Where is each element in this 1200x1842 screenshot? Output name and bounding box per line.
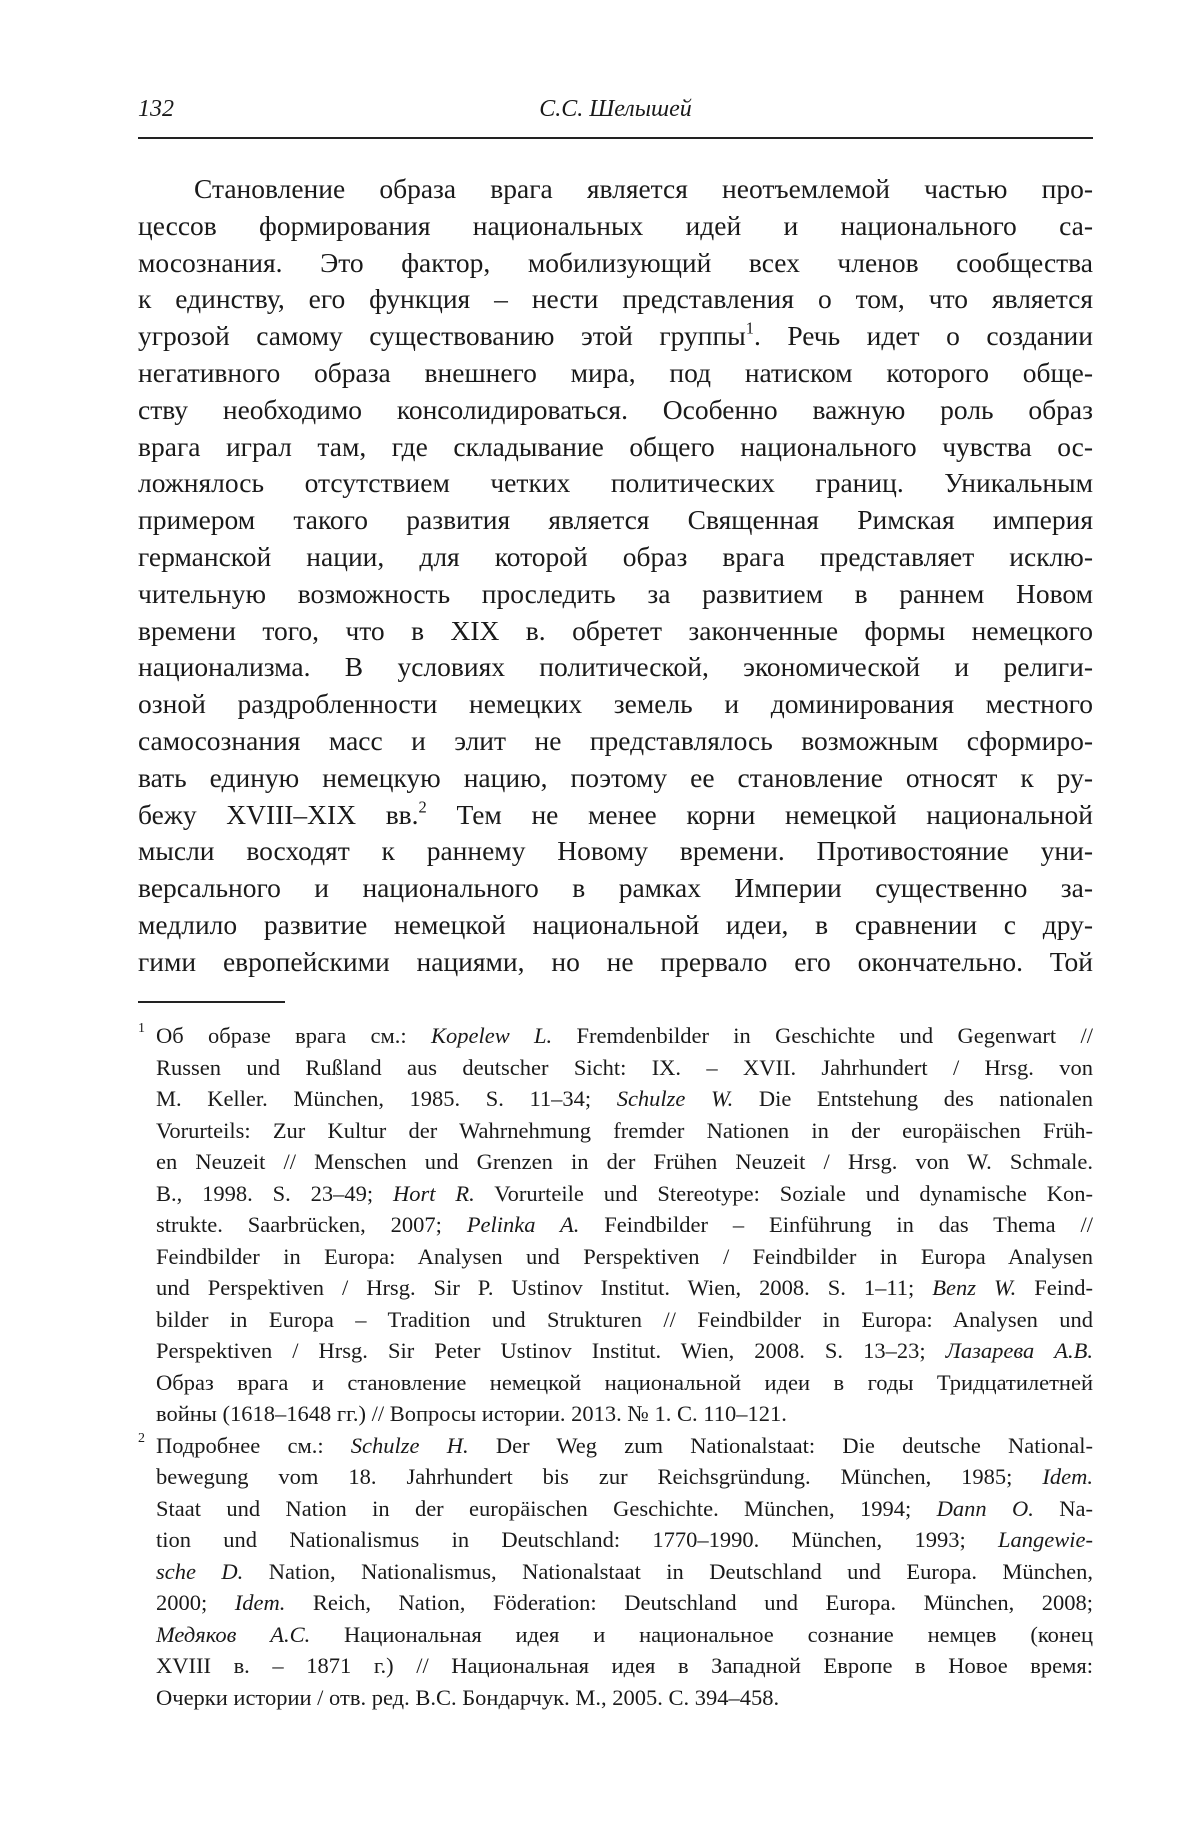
body-line: [138, 465, 1093, 502]
body-line: [138, 944, 1093, 981]
text-segment: Kopelew L.: [430, 1023, 553, 1048]
text-segment: XVIII в. – 1871 г.) // Национальная идея в Западной Европе в Новое время:: [156, 1653, 1093, 1678]
text-segment: угрозой самому существованию этой группы: [138, 320, 746, 352]
running-title: С.С. Шелышей: [539, 96, 692, 122]
body-line: [138, 576, 1093, 613]
text-segment: Становление образа врага является неотъемлемой частью про-: [194, 173, 1093, 204]
footnote-reference[interactable]: 2: [418, 797, 427, 816]
body-line: [138, 833, 1093, 870]
text-segment: . Речь идет о создании: [753, 320, 1093, 352]
footnote-number: 1: [138, 1021, 145, 1036]
text-segment: озной раздробленности немецких земель и доминирования местного: [138, 688, 1093, 720]
text-segment: Dann O.: [936, 1495, 1034, 1521]
text-segment: самосознания масс и элит не представлялось возможным сформиро-: [138, 724, 1093, 756]
text-segment: Vorurteile und Stereotype: Soziale und dynamische Kon-: [474, 1180, 1093, 1206]
body-line: [138, 502, 1093, 539]
footnote-separator: [138, 1001, 285, 1003]
text-segment: Na-: [1033, 1495, 1093, 1521]
text-segment: 2000;: [156, 1590, 235, 1615]
text-segment: Idem.: [1042, 1464, 1093, 1489]
text-segment: Langewie-: [998, 1527, 1093, 1552]
text-segment: примером такого развития является Священная Римская империя: [138, 504, 1093, 536]
body-line: [138, 613, 1093, 650]
text-segment: войны (1618–1648 гг.) // Вопросы истории. 2013. № 1. С. 110–121.: [156, 1401, 787, 1426]
footnote-line: [138, 1524, 1093, 1556]
footnote-line: [138, 1556, 1093, 1588]
text-segment: бежу XVIII–XIX вв.: [138, 798, 419, 830]
body-line: [138, 649, 1093, 686]
body-line: [138, 392, 1093, 429]
text-segment: времени того, что в XIX в. обретет законченные формы немецкого: [138, 614, 1093, 646]
text-segment: национализма. В условиях политической, экономической и религи-: [138, 651, 1093, 683]
text-segment: версального и национального в рамках Империи существенно за-: [138, 872, 1093, 904]
footnote-line: [138, 1619, 1093, 1651]
body-line: [138, 686, 1093, 723]
footnote-line: [138, 1241, 1093, 1273]
text-segment: tion und Nationalismus in Deutschland: 1770–1990. München, 1993;: [156, 1527, 998, 1552]
text-segment: bewegung vom 18. Jahrhundert bis zur Reichsgründung. München, 1985;: [156, 1464, 1043, 1489]
text-segment: ству необходимо консолидироваться. Особенно важную роль образ: [138, 393, 1093, 425]
body-line: [138, 281, 1093, 318]
text-segment: медлило развитие немецкой национальной идеи, в сравнении с дру-: [138, 908, 1093, 940]
body-line: [138, 723, 1093, 760]
text-segment: Образ врага и становление немецкой национальной идеи в годы Тридцатилетней: [156, 1369, 1093, 1395]
footnote-line: [138, 1178, 1093, 1210]
text-segment: Idem.: [234, 1590, 286, 1615]
footnotes: [138, 1020, 1093, 1713]
footnote-line: [138, 1272, 1093, 1304]
body-line: [138, 245, 1093, 282]
text-segment: вать единую немецкую нацию, поэтому ее становление относят к ру-: [138, 761, 1093, 793]
text-segment: Feindbilder in Europa: Analysen und Perspektiven / Feindbilder in Europa Analysen: [156, 1243, 1093, 1269]
page-header: [138, 96, 1093, 130]
text-segment: цессов формирования национальных идей и национального са-: [138, 209, 1093, 241]
text-segment: ложнялось отсутствием четких политических границ. Уникальным: [138, 467, 1093, 499]
text-segment: Nation, Nationalismus, Nationalstaat in Deutschland und Europa. München,: [243, 1558, 1093, 1584]
text-segment: und Perspektiven / Hrsg. Sir P. Ustinov Institut. Wien, 2008. S. 1–11;: [156, 1275, 933, 1300]
body-line: [138, 208, 1093, 245]
text-segment: Russen und Rußland aus deutscher Sicht: IX. – XVII. Jahrhundert / Hrsg. von: [156, 1054, 1093, 1080]
text-segment: Schulze W.: [616, 1086, 734, 1111]
page-number: 132: [138, 96, 174, 122]
text-segment: Лазарева А.В.: [945, 1338, 1093, 1363]
text-segment: Feind-: [1016, 1275, 1093, 1300]
body-line: [138, 797, 1093, 834]
text-segment: B., 1998. S. 23–49;: [156, 1180, 394, 1206]
footnote-line: [138, 1209, 1093, 1241]
body-line: [138, 429, 1093, 466]
footnote-line: [138, 1115, 1093, 1147]
text-segment: Benz W.: [932, 1275, 1017, 1300]
body-line: [138, 870, 1093, 907]
body-line: [138, 171, 1093, 208]
footnote-number: 2: [138, 1430, 145, 1446]
text-segment: en Neuzeit // Menschen und Grenzen in der Frühen Neuzeit / Hrsg. von W. Schmale.: [156, 1149, 1093, 1174]
footnote-line: [138, 1682, 1093, 1714]
text-segment: врага играл там, где складывание общего национального чувства ос-: [138, 430, 1093, 462]
text-segment: Reich, Nation, Föderation: Deutschland und Europa. München, 2008;: [285, 1590, 1093, 1615]
text-segment: Pelinka A.: [466, 1212, 580, 1237]
header-rule: [138, 137, 1093, 139]
footnote-reference[interactable]: 1: [745, 318, 754, 338]
text-segment: Национальная идея и национальное сознание немцев (конец: [310, 1621, 1093, 1647]
text-segment: Очерки истории / отв. ред. В.С. Бондарчук. М., 2005. С. 394–458.: [156, 1684, 780, 1710]
body-line: [138, 760, 1093, 797]
footnote-line: [138, 1020, 1093, 1052]
footnote-line: [138, 1587, 1093, 1619]
text-segment: Тем не менее корни немецкой национальной: [426, 798, 1093, 830]
main-text: [138, 171, 1093, 981]
text-segment: Vorurteils: Zur Kultur der Wahrnehmung fremder Nationen in der europäischen Früh-: [156, 1117, 1093, 1143]
footnote-line: [138, 1493, 1093, 1525]
footnote-line: [138, 1650, 1093, 1682]
footnote-line: [138, 1398, 1093, 1430]
text-segment: Подробнее см.:: [156, 1432, 351, 1458]
text-segment: германской нации, для которой образ врага представляет исклю-: [138, 540, 1093, 572]
text-segment: M. Keller. München, 1985. S. 11–34;: [156, 1086, 617, 1111]
text-segment: Feindbilder – Einführung in das Thema //: [579, 1212, 1093, 1237]
text-segment: гими европейскими нациями, но не прервало его окончательно. Той: [138, 945, 1093, 977]
text-segment: bilder in Europa – Tradition und Strukturen // Feindbilder in Europa: Analysen und: [156, 1306, 1093, 1332]
text-segment: Schulze H.: [350, 1432, 469, 1458]
footnote-line: [138, 1367, 1093, 1399]
text-segment: Perspektiven / Hrsg. Sir Peter Ustinov Institut. Wien, 2008. S. 13–23;: [156, 1338, 946, 1363]
body-line: [138, 318, 1093, 355]
body-line: [138, 539, 1093, 576]
text-segment: Die Entstehung des nationalen: [733, 1086, 1093, 1111]
text-segment: негативного образа внешнего мира, под натиском которого обще-: [138, 356, 1093, 388]
footnote-line: [138, 1052, 1093, 1084]
body-line: [138, 907, 1093, 944]
text-segment: Медяков А.С.: [156, 1621, 311, 1647]
text-segment: sche D.: [156, 1558, 244, 1584]
text-segment: Fremdenbilder in Geschichte und Gegenwart //: [552, 1023, 1093, 1048]
text-segment: чительную возможность проследить за развитием в раннем Новом: [138, 577, 1093, 609]
text-segment: мосознания. Это фактор, мобилизующий всех членов сообщества: [138, 246, 1093, 278]
text-segment: Staat und Nation in der europäischen Geschichte. München, 1994;: [156, 1495, 937, 1521]
text-segment: Der Weg zum Nationalstaat: Die deutsche National-: [468, 1432, 1093, 1458]
text-segment: Hort R.: [393, 1180, 475, 1206]
body-line: [138, 355, 1093, 392]
footnote-line: [138, 1335, 1093, 1367]
footnote-line: [138, 1146, 1093, 1178]
text-segment: Об образе врага см.:: [156, 1023, 431, 1048]
text-segment: к единству, его функция – нести представления о том, что является: [138, 283, 1093, 315]
footnote-line: [138, 1430, 1093, 1462]
footnote-line: [138, 1461, 1093, 1493]
footnote-line: [138, 1304, 1093, 1336]
text-segment: strukte. Saarbrücken, 2007;: [156, 1212, 467, 1237]
footnote-line: [138, 1083, 1093, 1115]
text-segment: мысли восходят к раннему Новому времени. Противостояние уни-: [138, 835, 1093, 867]
